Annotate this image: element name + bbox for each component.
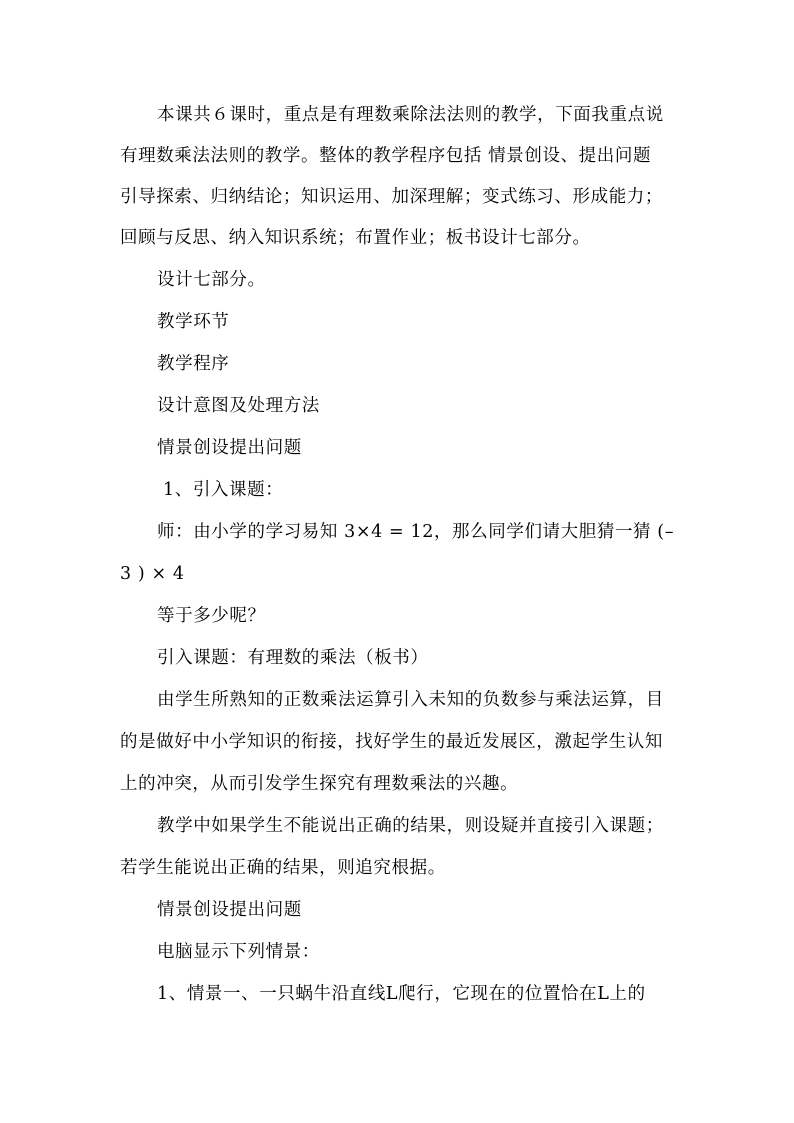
paragraph-line: 设计七部分。: [157, 270, 266, 290]
paragraph-line: 的是做好中小学知识的衔接，找好学生的最近发展区，激起学生认知: [120, 732, 663, 752]
paragraph-line: 3 ) × 4: [120, 564, 185, 584]
list-item: 1、情景一、一只蜗牛沿直线L爬行，它现在的位置恰在L上的: [157, 984, 646, 1004]
paragraph-line: 教学中如果学生不能说出正确的结果，则设疑并直接引入课题；: [157, 816, 664, 836]
paragraph-line: 引导探索、归纳结论；知识运用、加深理解；变式练习、形成能力；: [120, 187, 663, 207]
paragraph-line: 引入课题：有理数的乘法（板书）: [157, 648, 429, 668]
paragraph-line: 上的冲突，从而引发学生探究有理数乘法的兴趣。: [120, 774, 519, 794]
section-heading: 设计意图及处理方法: [157, 396, 320, 416]
paragraph-line: 本课共６课时，重点是有理数乘除法法则的教学，下面我重点说: [157, 105, 664, 125]
section-heading: 教学程序: [157, 354, 230, 374]
section-heading: 情景创设提出问题: [157, 900, 302, 920]
paragraph-line: 师：由小学的学习易知 3×4 = 12，那么同学们请大胆猜一猜 (–: [157, 522, 675, 542]
paragraph-line: 由学生所熟知的正数乘法运算引入未知的负数参与乘法运算，目: [157, 690, 664, 710]
paragraph-line: 若学生能说出正确的结果，则追究根据。: [120, 858, 446, 878]
paragraph-line: 回顾与反思、纳入知识系统；布置作业；板书设计七部分。: [120, 228, 591, 248]
list-item: 1、引入课题：: [163, 480, 284, 500]
paragraph-line: 电脑显示下列情景：: [157, 942, 320, 962]
section-heading: 教学环节: [157, 312, 230, 332]
paragraph-line: 有理数乘法法则的教学。整体的教学程序包括 情景创设、提出问题: [120, 146, 652, 166]
section-heading: 情景创设提出问题: [157, 438, 302, 458]
paragraph-line: 等于多少呢？: [157, 606, 266, 626]
